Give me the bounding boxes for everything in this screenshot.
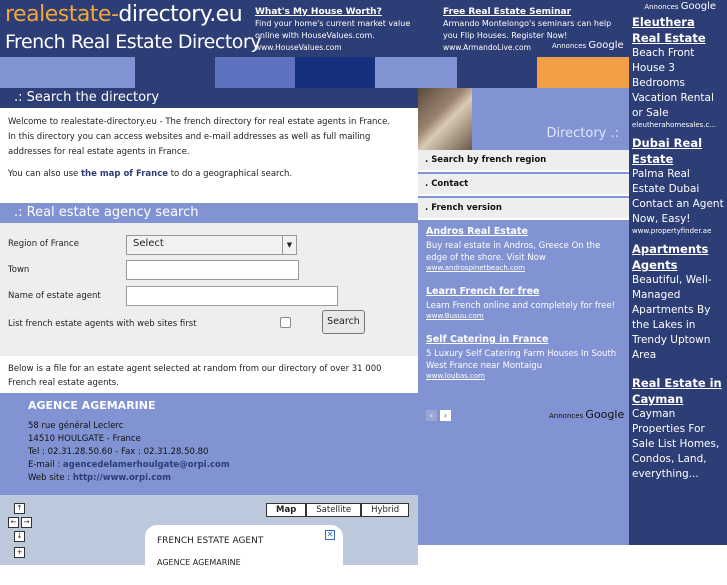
ads-by-google[interactable] bbox=[552, 40, 624, 51]
strip-block bbox=[0, 57, 135, 88]
google-logo: Google bbox=[588, 40, 624, 51]
ad-desc: Palma Real Estate Dubai Contact an Agent Now, Easy! bbox=[632, 168, 724, 225]
agency-search-heading: .: Real estate agency search bbox=[0, 203, 418, 223]
directory-label: Directory .: bbox=[546, 126, 619, 141]
chevron-left-icon[interactable]: ‹ bbox=[426, 410, 437, 421]
town-input[interactable] bbox=[126, 260, 299, 280]
agency-web-row bbox=[28, 472, 418, 485]
region-select[interactable] bbox=[126, 235, 297, 255]
annonces-label: Annonces bbox=[552, 42, 587, 50]
chevron-down-icon[interactable]: ▼ bbox=[282, 236, 296, 254]
map-type-switcher bbox=[266, 503, 409, 517]
ads-by-google[interactable] bbox=[632, 0, 724, 14]
region-label: Region of France bbox=[8, 239, 79, 249]
bubble-title: FRENCH ESTATE AGENT bbox=[157, 536, 264, 546]
ad-title[interactable]: Andros Real Estate bbox=[426, 226, 528, 237]
agency-phone: Tel : 02.31.28.50.60 - Fax : 02.31.28.50.80 bbox=[28, 447, 209, 457]
site-subtitle: French Real Estate Directory bbox=[5, 31, 261, 53]
menu-contact[interactable]: . Contact bbox=[418, 174, 629, 196]
header bbox=[0, 0, 629, 57]
web-label: Web site : bbox=[28, 473, 73, 483]
middle-column bbox=[418, 88, 629, 545]
ad-url[interactable]: www.propertyfinder.ae bbox=[632, 227, 712, 235]
intro-paragraph: Welcome to realestate-directory.eu - The french directory for real estate agents in France. bbox=[8, 117, 391, 127]
agency-web-link[interactable]: http://www.orpi.com bbox=[72, 473, 171, 483]
google-logo: Google bbox=[585, 408, 625, 421]
logo-text-part2: directory.eu bbox=[118, 2, 243, 27]
menu-search-by-region[interactable]: . Search by french region bbox=[418, 150, 629, 172]
map-type-hybrid[interactable]: Hybrid bbox=[361, 503, 409, 517]
ad-title[interactable]: Apartments Agents bbox=[632, 242, 709, 272]
ad-pager bbox=[426, 410, 451, 421]
ad-url[interactable]: eleutherahomesales.c... bbox=[632, 121, 717, 129]
header-ad-desc: Find your home's current market value online with HouseValues.com. bbox=[255, 19, 411, 40]
header-ad-desc: Armando Montelongo's seminars can help you Flip Houses. Register Now! bbox=[443, 19, 612, 40]
map-type-map[interactable]: Map bbox=[266, 503, 306, 517]
ad-title[interactable]: Dubai Real Estate bbox=[632, 136, 703, 166]
ad-block[interactable] bbox=[426, 226, 621, 272]
map-info-bubble bbox=[145, 525, 343, 585]
map-type-satellite[interactable]: Satellite bbox=[306, 503, 361, 517]
ad-title[interactable]: Eleuthera Real Estate bbox=[632, 15, 706, 45]
ad-block[interactable] bbox=[632, 14, 724, 129]
strip-block bbox=[375, 57, 457, 88]
ad-desc: 5 Luxury Self Catering Farm Houses In South West France near Montaigu bbox=[426, 349, 617, 371]
ad-block[interactable] bbox=[426, 286, 621, 320]
intro-text bbox=[0, 108, 418, 203]
middle-ads bbox=[418, 226, 629, 394]
agency-email-row bbox=[28, 459, 418, 472]
agency-search-form bbox=[0, 223, 418, 356]
intro-text-span: to do a geographical search. bbox=[168, 169, 293, 179]
map-of-france-link[interactable]: the map of France bbox=[80, 169, 169, 179]
annonces-label: Annonces bbox=[644, 3, 679, 11]
agent-name-input[interactable] bbox=[126, 286, 338, 306]
intro-paragraph: In this directory you can access websites and e-mail addresses as well as full mailing addresses for real estate agents in France. bbox=[8, 132, 371, 157]
agency-email-link[interactable]: agencedelamerhoulgate@orpi.com bbox=[62, 460, 230, 470]
ad-url[interactable]: www.Busuu.com bbox=[426, 312, 484, 320]
pan-left-icon[interactable]: ← bbox=[8, 517, 19, 528]
pan-down-icon[interactable]: ↓ bbox=[14, 531, 25, 542]
ad-title[interactable]: Learn French for free bbox=[426, 286, 540, 297]
header-ad-title[interactable]: What's My House Worth? bbox=[255, 7, 382, 17]
menu-french-version[interactable]: . French version bbox=[418, 198, 629, 220]
header-ad-title[interactable]: Free Real Estate Seminar bbox=[443, 7, 572, 17]
ad-url[interactable]: www.androspinetbeach.com bbox=[426, 264, 525, 272]
header-photo bbox=[418, 88, 629, 150]
ad-desc: Beach Front House 3 Bedrooms Vacation Rental or Sale bbox=[632, 47, 714, 119]
chevron-right-icon[interactable]: › bbox=[440, 410, 451, 421]
search-button[interactable]: Search bbox=[322, 310, 365, 334]
intro-map-paragraph bbox=[8, 167, 410, 182]
pan-right-icon[interactable]: → bbox=[21, 517, 32, 528]
ad-block[interactable] bbox=[632, 241, 724, 369]
ad-block[interactable] bbox=[632, 135, 724, 235]
ad-title[interactable]: Real Estate in Cayman bbox=[632, 376, 722, 406]
ad-block[interactable] bbox=[632, 375, 724, 482]
agency-city: 14510 HOULGATE - France bbox=[28, 434, 141, 444]
header-ad-url[interactable]: www.ArmandoLive.com bbox=[443, 43, 531, 52]
ad-desc: Buy real estate in Andros, Greece On the edge of the shore. Visit Now bbox=[426, 241, 601, 263]
zoom-in-icon[interactable]: + bbox=[14, 547, 25, 558]
agency-street: 58 rue général Leclerc bbox=[28, 421, 124, 431]
right-ads-column bbox=[629, 0, 727, 545]
strip-block bbox=[457, 57, 537, 88]
search-directory-heading: .: Search the directory bbox=[0, 88, 418, 108]
intro-text-span: You can also use bbox=[8, 169, 81, 179]
websites-first-label: List french estate agents with web sites first bbox=[8, 319, 197, 329]
agency-card bbox=[0, 393, 418, 495]
ad-block[interactable] bbox=[426, 334, 621, 380]
strip-block bbox=[295, 57, 375, 88]
agent-name-label: Name of estate agent bbox=[8, 291, 101, 301]
websites-first-checkbox[interactable] bbox=[280, 317, 291, 328]
map-widget[interactable] bbox=[0, 495, 418, 565]
google-logo: Google bbox=[680, 1, 716, 12]
pan-up-icon[interactable]: ↑ bbox=[14, 503, 25, 514]
header-ad[interactable] bbox=[255, 6, 435, 54]
color-strip bbox=[0, 57, 629, 88]
strip-block bbox=[215, 57, 295, 88]
town-label: Town bbox=[8, 265, 30, 275]
ad-desc: Beautiful, Well-Managed Apartments By the Lakes in Trendy Uptown Area bbox=[632, 274, 712, 361]
close-icon[interactable]: ✕ bbox=[326, 530, 334, 539]
random-agent-text: Below is a file for an estate agent selected at random from our directory of over 31 000 French real estate agents. bbox=[0, 356, 418, 393]
site-logo[interactable] bbox=[5, 2, 242, 27]
photo-image bbox=[418, 88, 472, 150]
agency-name: AGENCE AGEMARINE bbox=[28, 399, 156, 412]
header-ad-url[interactable]: www.HouseValues.com bbox=[255, 43, 342, 52]
main-content bbox=[0, 88, 418, 567]
ads-by-google[interactable] bbox=[549, 408, 624, 421]
strip-block bbox=[537, 57, 629, 88]
email-label: E-mail : bbox=[28, 460, 63, 470]
bubble-subtitle: AGENCE AGEMARINE bbox=[157, 558, 241, 567]
logo-text-part1: realestate- bbox=[5, 2, 119, 27]
region-select-value: Select bbox=[133, 238, 164, 249]
ad-desc: Learn French online and completely for free! bbox=[426, 301, 616, 311]
strip-block bbox=[135, 57, 215, 88]
annonces-label: Annonces bbox=[549, 412, 584, 420]
ad-desc: Cayman Properties For Sale List Homes, Condos, Land, everything... bbox=[632, 408, 720, 480]
ad-title[interactable]: Self Catering in France bbox=[426, 334, 549, 345]
ad-url[interactable]: www.loubas.com bbox=[426, 372, 485, 380]
